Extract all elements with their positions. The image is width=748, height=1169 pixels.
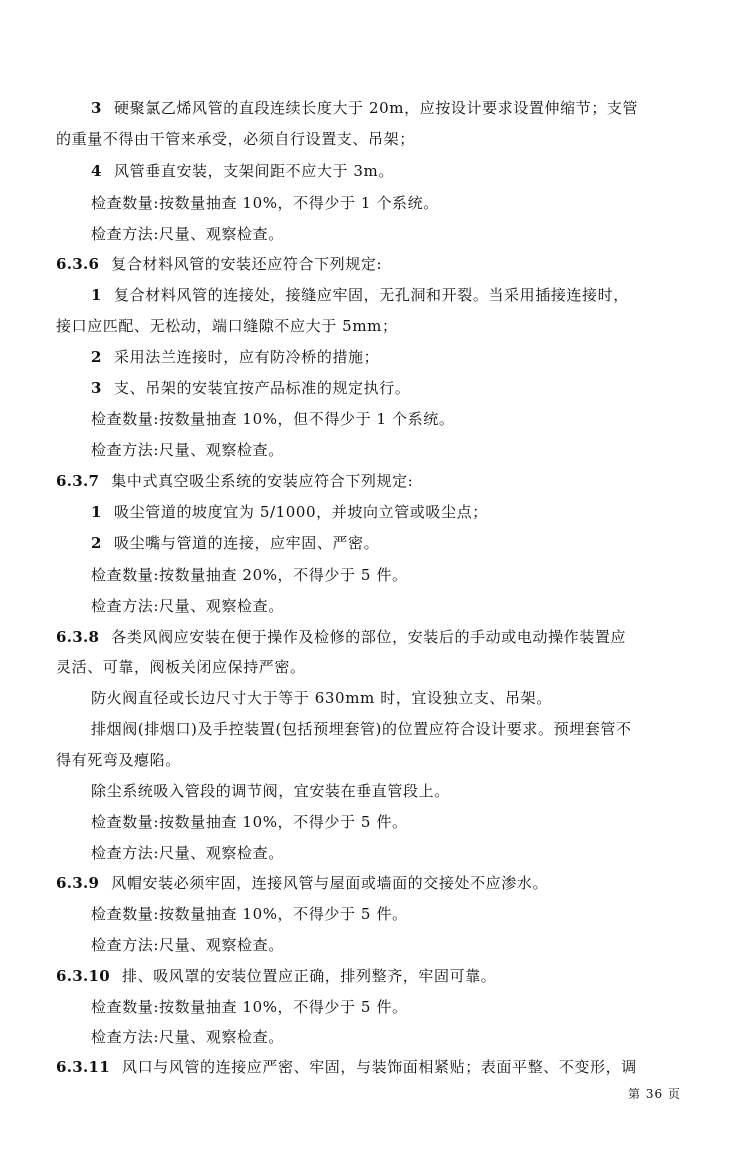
clause-line xyxy=(56,253,382,274)
clause-line xyxy=(56,872,548,893)
item-line xyxy=(91,284,629,305)
clause-line xyxy=(56,965,496,986)
text-line xyxy=(91,996,408,1017)
line-text: 检查数量:按数量抽查 10%，不得少于 5 件。 xyxy=(91,905,408,923)
item-line xyxy=(91,160,394,181)
text-line xyxy=(91,595,284,616)
line-text: 排、吸风罩的安装位置应正确，排列整齐，牢固可靠。 xyxy=(122,967,497,985)
text-line xyxy=(91,934,284,955)
line-text: 检查方法:尺量、观察检查。 xyxy=(91,844,284,862)
line-text: 检查数量:按数量抽查 10%，但不得少于 1 个系统。 xyxy=(91,410,455,428)
line-text: 的重量不得由干管来承受，必须自行设置支、吊架； xyxy=(56,130,415,148)
item-line xyxy=(91,532,379,553)
clause-number: 6.3.9 xyxy=(56,874,100,892)
text-line xyxy=(91,842,284,863)
item-number: 3 xyxy=(91,99,103,117)
text-line xyxy=(91,439,284,460)
line-text: 检查方法:尺量、观察检查。 xyxy=(91,225,284,243)
line-text: 检查数量:按数量抽查 10%，不得少于 5 件。 xyxy=(91,998,408,1016)
line-text: 防火阀直径或长边尺寸大于等于 630mm 时，宜设独立支、吊架。 xyxy=(91,689,552,707)
line-text: 灵活、可靠，阀板关闭应保持严密。 xyxy=(56,658,306,676)
line-text: 检查方法:尺量、观察检查。 xyxy=(91,1028,284,1046)
clause-number: 6.3.8 xyxy=(56,628,100,646)
line-text: 风帽安装必须牢固，连接风管与屋面或墙面的交接处不应渗水。 xyxy=(111,874,549,892)
line-text: 集中式真空吸尘系统的安装应符合下列规定: xyxy=(111,472,414,490)
line-text: 检查方法:尺量、观察检查。 xyxy=(91,597,284,615)
line-text: 风管垂直安装，支架间距不应大于 3m。 xyxy=(114,162,394,180)
item-number: 2 xyxy=(91,348,103,366)
line-text: 得有死弯及瘪陷。 xyxy=(56,751,181,769)
text-line xyxy=(91,718,632,739)
clause-line xyxy=(56,1056,637,1077)
line-text: 支、吊架的安装宜按产品标准的规定执行。 xyxy=(114,379,411,397)
page-number: 第 36 页 xyxy=(628,1087,681,1101)
clause-number: 6.3.6 xyxy=(56,255,100,273)
text-line xyxy=(91,1026,284,1047)
line-text: 复合材料风管的安装还应符合下列规定: xyxy=(111,255,383,273)
text-line xyxy=(56,656,306,677)
text-line xyxy=(91,780,450,801)
item-number: 1 xyxy=(91,286,103,304)
line-text: 检查方法:尺量、观察检查。 xyxy=(91,936,284,954)
item-line xyxy=(91,97,638,118)
line-text: 检查数量:按数量抽查 20%，不得少于 5 件。 xyxy=(91,566,408,584)
item-number: 2 xyxy=(91,534,103,552)
line-text: 检查方法:尺量、观察检查。 xyxy=(91,441,284,459)
line-text: 检查数量:按数量抽查 10%，不得少于 1 个系统。 xyxy=(91,194,439,212)
clause-number: 6.3.11 xyxy=(56,1058,110,1076)
text-line xyxy=(56,315,398,336)
text-line xyxy=(91,903,408,924)
item-line xyxy=(91,377,410,398)
item-number: 1 xyxy=(91,503,103,521)
line-text: 采用法兰连接时，应有防冷桥的措施； xyxy=(114,348,380,366)
text-line xyxy=(91,408,454,429)
text-line xyxy=(91,192,439,213)
item-line xyxy=(91,501,488,522)
line-text: 各类风阀应安装在便于操作及检修的部位，安装后的手动或电动操作装置应 xyxy=(111,628,627,646)
item-line xyxy=(91,346,379,367)
text-line xyxy=(91,223,284,244)
item-number: 4 xyxy=(91,162,103,180)
line-text: 吸尘嘴与管道的连接，应牢固、严密。 xyxy=(114,534,380,552)
line-text: 排烟阀(排烟口)及手控装置(包括预埋套管)的位置应符合设计要求。预埋套管不 xyxy=(91,720,632,738)
clause-line xyxy=(56,470,413,491)
item-number: 3 xyxy=(91,379,103,397)
line-text: 接口应匹配、无松动，端口缝隙不应大于 5mm； xyxy=(56,317,398,335)
line-text: 除尘系统吸入管段的调节阀，宜安装在垂直管段上。 xyxy=(91,782,450,800)
line-text: 复合材料风管的连接处，接缝应牢固，无孔洞和开裂。当采用插接连接时， xyxy=(114,286,629,304)
text-line xyxy=(91,811,408,832)
text-line xyxy=(56,749,181,770)
clause-number: 6.3.7 xyxy=(56,472,100,490)
line-text: 吸尘管道的坡度宜为 5/1000，并坡向立管或吸尘点； xyxy=(114,503,488,521)
line-text: 风口与风管的连接应严密、牢固，与装饰面相紧贴；表面平整、不变形，调 xyxy=(122,1058,637,1076)
clause-number: 6.3.10 xyxy=(56,967,110,985)
text-line xyxy=(91,564,408,585)
line-text: 硬聚氯乙烯风管的直段连续长度大于 20m，应按设计要求设置伸缩节；支管 xyxy=(114,99,639,117)
clause-line xyxy=(56,626,626,647)
line-text: 检查数量:按数量抽查 10%，不得少于 5 件。 xyxy=(91,813,408,831)
text-line xyxy=(56,128,415,149)
text-line xyxy=(91,687,552,708)
